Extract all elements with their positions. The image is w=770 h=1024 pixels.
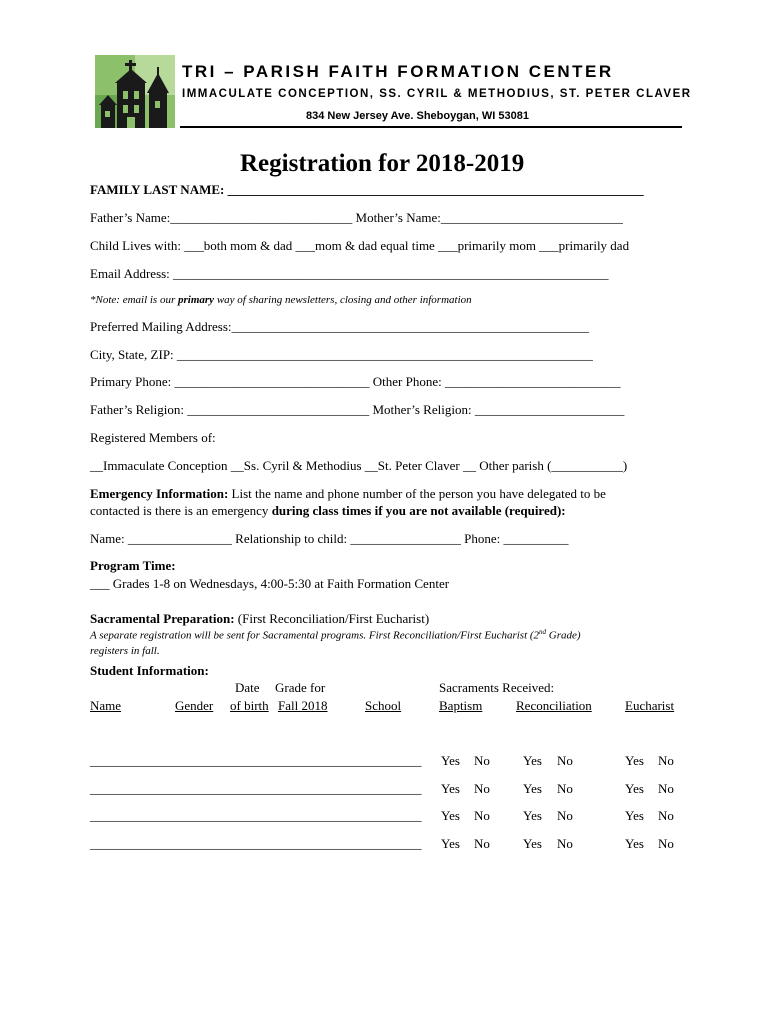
baptism-no[interactable]: No (474, 808, 490, 823)
emergency-info-line2: contacted is there is an emergency during class times if you are not available (required): (90, 503, 566, 518)
eucharist-no[interactable]: No (658, 836, 674, 851)
family-last-name-field[interactable]: FAMILY LAST NAME: ________________________________________________________________ (90, 182, 644, 197)
page-title: Registration for 2018-2019 (240, 150, 525, 177)
header-grade-bottom: Fall 2018 (278, 698, 328, 713)
baptism-yes[interactable]: Yes (441, 808, 460, 823)
program-time-label: Program Time: (90, 558, 176, 573)
religion-fields[interactable]: Father’s Religion: ____________________________ Mother’s Religion: _______________________ (90, 402, 625, 417)
header-grade-top: Grade for (275, 680, 326, 695)
email-field[interactable]: Email Address: ___________________________________________________________________ (90, 266, 609, 281)
mailing-address-field[interactable]: Preferred Mailing Address:_______________________________________________________ (90, 319, 590, 334)
reconciliation-yes[interactable]: Yes (523, 753, 542, 768)
header-date-bottom: of birth (230, 698, 269, 713)
student-row-line[interactable]: ___________________________________________________ (90, 753, 422, 768)
baptism-no[interactable]: No (474, 836, 490, 851)
baptism-no[interactable]: No (474, 781, 490, 796)
emergency-contact-fields[interactable]: Name: ________________ Relationship to child: _________________ Phone: __________ (90, 531, 569, 546)
reconciliation-yes[interactable]: Yes (523, 808, 542, 823)
header-divider (180, 126, 682, 128)
reconciliation-yes[interactable]: Yes (523, 781, 542, 796)
church-logo-icon (95, 55, 175, 128)
sacramental-note-line2: registers in fall. (90, 645, 160, 657)
baptism-yes[interactable]: Yes (441, 753, 460, 768)
header-baptism: Baptism (439, 698, 483, 713)
reconciliation-no[interactable]: No (557, 808, 573, 823)
header-sacraments: Sacraments Received: (439, 680, 555, 695)
student-row-line[interactable]: ___________________________________________________ (90, 781, 422, 796)
parents-name-fields[interactable]: Father’s Name:____________________________ Mother’s Name:____________________________ (90, 210, 623, 225)
registered-members-label: Registered Members of: (90, 430, 216, 445)
sacramental-preparation: Sacramental Preparation: (First Reconciliation/First Eucharist) (90, 611, 430, 626)
student-info-label: Student Information: (90, 663, 209, 678)
reconciliation-no[interactable]: No (557, 836, 573, 851)
center-address: 834 New Jersey Ave. Sheboygan, WI 53081 (306, 110, 529, 122)
header-name: Name (90, 698, 122, 713)
baptism-yes[interactable]: Yes (441, 836, 460, 851)
eucharist-no[interactable]: No (658, 753, 674, 768)
center-title: TRI – PARISH FAITH FORMATION CENTER (182, 62, 614, 81)
email-note: *Note: email is our primary way of sharing newsletters, closing and other information (90, 294, 472, 306)
student-row-line[interactable]: ___________________________________________________ (90, 808, 422, 823)
header-eucharist: Eucharist (625, 698, 675, 713)
sacramental-note-line1: A separate registration will be sent for Sacramental programs. First Reconciliation/First Eucharist (2nd Grade) (90, 628, 581, 642)
child-lives-with-options[interactable]: Child Lives with: ___both mom & dad ___mom & dad equal time ___primarily mom ___primarily dad (90, 238, 630, 253)
emergency-info-line1: Emergency Information: List the name and phone number of the person you have delegated to be (90, 486, 606, 501)
header-reconciliation: Reconciliation (516, 698, 592, 713)
eucharist-yes[interactable]: Yes (625, 781, 644, 796)
reconciliation-yes[interactable]: Yes (523, 836, 542, 851)
phone-fields[interactable]: Primary Phone: ______________________________ Other Phone: ___________________________ (90, 374, 621, 389)
eucharist-no[interactable]: No (658, 781, 674, 796)
baptism-no[interactable]: No (474, 753, 490, 768)
program-time-option[interactable]: ___ Grades 1-8 on Wednesdays, 4:00-5:30 at Faith Formation Center (90, 576, 450, 591)
eucharist-yes[interactable]: Yes (625, 836, 644, 851)
baptism-yes[interactable]: Yes (441, 781, 460, 796)
eucharist-yes[interactable]: Yes (625, 753, 644, 768)
eucharist-yes[interactable]: Yes (625, 808, 644, 823)
registered-parish-options[interactable]: __Immaculate Conception __Ss. Cyril & Methodius __St. Peter Claver __ Other parish (___________) (90, 458, 628, 473)
header-gender: Gender (175, 698, 214, 713)
parishes-line: IMMACULATE CONCEPTION, SS. CYRIL & METHODIUS, ST. PETER CLAVER (182, 88, 692, 100)
eucharist-no[interactable]: No (658, 808, 674, 823)
reconciliation-no[interactable]: No (557, 753, 573, 768)
reconciliation-no[interactable]: No (557, 781, 573, 796)
header-date-top: Date (235, 680, 260, 695)
student-row-line[interactable]: ___________________________________________________ (90, 836, 422, 851)
header-school: School (365, 698, 402, 713)
city-state-zip-field[interactable]: City, State, ZIP: ________________________________________________________________ (90, 347, 593, 362)
